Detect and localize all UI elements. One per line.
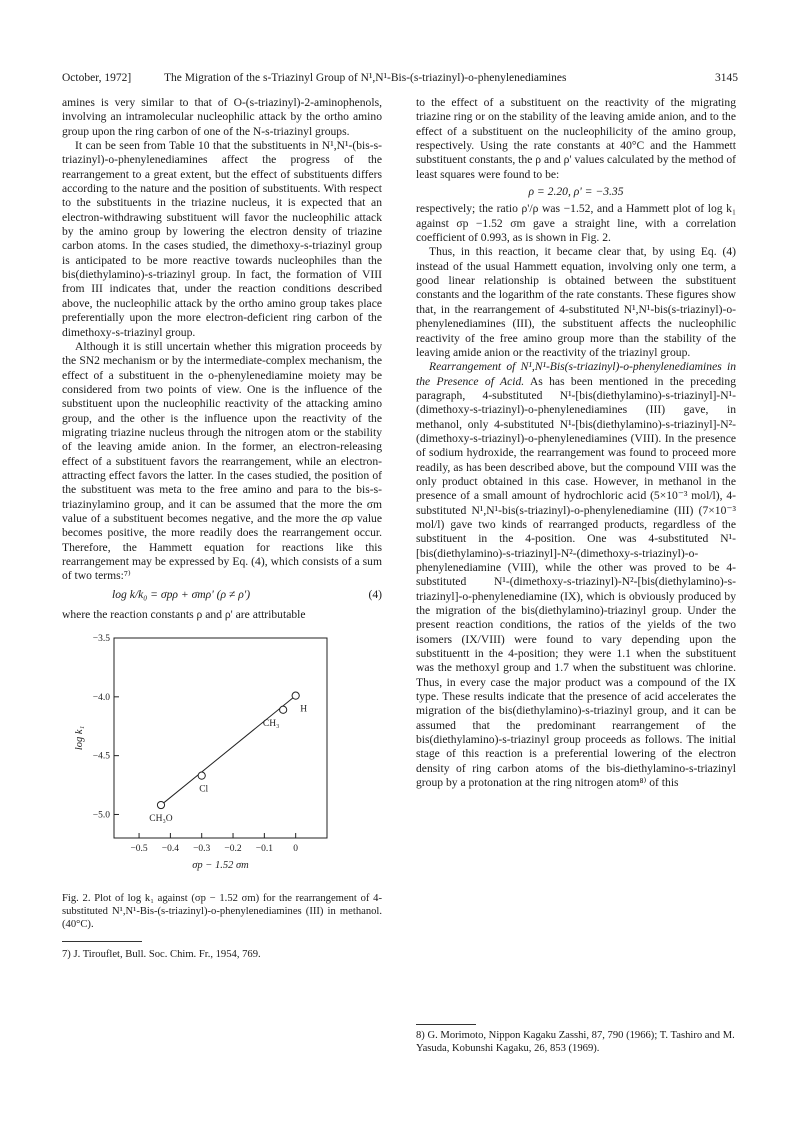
data-point — [157, 801, 164, 808]
point-label: CH₃ — [262, 718, 280, 729]
paragraph-text: As has been mentioned in the preceding paragraph, 4-substituted N¹-[bis(diethylamino)-s-triazinyl]-N¹-(dimethoxy-s-triazinyl)-o-phenylenediamines (III) gave, in methanol, only 4-substituted N¹-[bis(diethylamino)-s-triazinyl]-N²-(dimethoxy-s-triazinyl)-o-phenylenediamines (VIII). In the presence of sodium hydroxide, the rearrangement was found to proceed more readily, as has been described above, but the compound VIII was the only product obtained in this case. However, in methanol in the presence of a small amount of hydrochloric acid (5×10⁻³ mol/l), 4-substituted N¹,N¹-bis(s-triazinyl)-o-phenylenediamine (III) (7×10⁻³ mol/l) gave two kinds of rearranged products, regardless of the substituent in the 4-position. One was 4-substituted N¹-[bis(diethylamino)-s-triazinyl]-N²-(dimethoxy-s-triazinyl)-o-phenylenediamine (VIII), while the other was proved to be 4-substituted N¹-(dimethoxy-s-triazinyl)-N²-[bis(diethylamino)-s-triazinyl]-o-phenylenediamine (IX), which is obviously produced by the migration of the bis(diethylamino)-triazinyl group. Under the present reaction conditions, the ratios of the yields of the two isomers (IX/VIII) were found to vary depending upon the substituentt in the 4-position; they were 1.1 when the substituent was the methoxyl group and 1.7 when the substituent was chlorine. Thus, in every case the major product was a compound of the IX type. These results indicate that the presence of acid accelerates the migration of the bis(diethylamino)-s-triazinyl group, and it can be assumed that the predominant rearrangement of the bis(diethylamino)-s-triazinyl group proceeds as follows. The initial stage of this reaction is a preferential lowering of the electron density of ring carbon atoms of the bis-diethylamino-s-triazinyl group by a protonation at the ring nitrogen atom⁸⁾ of this — [416, 374, 736, 790]
figure-2 — [62, 628, 382, 890]
footnote-rule — [416, 1024, 476, 1025]
paragraph: It can be seen from Table 10 that the substituents in N¹,N¹-(bis-s-triazinyl)-o-phenylenediamines affect the progress of the rearrangement to a great extent, but the effect of substituents differs according to the nature and the position of substituents. With respect to the substituents in the triazine nucleus, it is expected that an electron-withdrawing substituent will favor the nucleophilic attack by the amino group by lowering the electron density of triazine carbon atoms. In the cases studied, the dimethoxy-s-triazinyl group is anticipated to be more reactive towards nucleophiles than the bis(diethylamino)-s-triazinyl group. In fact, the formation of VIII from III indicates that, under the reaction conditions described above, the nucleophilic attack by the ortho amino group takes place preferentially upon the more electron-deficient ring carbon of the dimethoxy-s-triazinyl group. — [62, 139, 382, 339]
data-point — [292, 692, 299, 699]
x-tick-label: −0.4 — [161, 844, 179, 855]
equation-number: (4) — [368, 587, 382, 601]
paragraph — [416, 360, 736, 790]
x-tick-label: −0.5 — [130, 844, 148, 855]
paragraph: amines is very similar to that of O-(s-triazinyl)-2-aminophenols, involving an intramolecular nucleophilic attack by the ortho amino group upon the ring carbon of one of the N-s-triazinyl groups. — [62, 96, 382, 138]
data-point — [280, 706, 287, 713]
data-point — [198, 772, 205, 779]
x-axis-label: σp − 1.52 σm — [192, 860, 249, 872]
rho-values: ρ = 2.20, ρ' = −3.35 — [528, 185, 624, 199]
left-column — [62, 96, 382, 961]
y-tick-label: −3.5 — [92, 634, 110, 645]
footnote-rule — [62, 941, 142, 942]
header-title: The Migration of the s-Triazinyl Group of N¹,N¹-Bis-(s-triazinyl)-o-phenylenediamines — [164, 72, 567, 84]
y-tick-label: −4.5 — [92, 751, 110, 762]
point-label: CH₃O — [149, 814, 173, 825]
x-tick-label: −0.1 — [255, 844, 273, 855]
paragraph: Thus, in this reaction, it became clear that, by using Eq. (4) instead of the usual Hammett equation, involving only one term, a good linear relationship is obtained between the substituent constants and the logarithm of the rate constants. These figures show that, in the rearrangement of 4-substituted N¹,N¹-bis(s-triazinyl)-o-phenylenediamines (III), the substituent affects the nucleophilic reactivity of the free amino group more than the stability of the leaving amide anion or the reactivity of the triazinyl group. — [416, 245, 736, 359]
y-tick-label: −4.0 — [92, 692, 110, 703]
section-heading: Rearrangement of N¹,N¹-Bis(s-triazinyl)-o-phenylenediamines in the Presence of Acid. — [416, 360, 736, 388]
y-tick-label: −5.0 — [92, 810, 110, 821]
equation-4 — [62, 588, 382, 606]
header-date: October, 1972] — [62, 72, 132, 84]
footnote-8: 8) G. Morimoto, Nippon Kagaku Zasshi, 87, 790 (1966); T. Tashiro and M. Yasuda, Kobunshi Kagaku, 26, 853 (1969). — [416, 1030, 735, 1054]
x-tick-label: −0.2 — [224, 844, 242, 855]
right-column — [416, 96, 736, 791]
fit-line — [161, 696, 296, 805]
paragraph: respectively; the ratio ρ'/ρ was −1.52, and a Hammett plot of log k₁ against σp −1.52 σm gave a straight line, with a correlation coefficient of 0.993, as is shown in Fig. 2. — [416, 202, 736, 245]
hammett-plot — [62, 628, 382, 890]
x-tick-label: 0 — [293, 844, 299, 855]
figure-caption: Fig. 2. Plot of log k₁ against (σp − 1.52 σm) for the rearrangement of 4-substituted N¹,N¹-Bis-(s-triazinyl)-o-phenylenediamines (III) in methanol. (40°C). — [62, 893, 382, 931]
x-tick-label: −0.3 — [193, 844, 211, 855]
paragraph: where the reaction constants ρ and ρ' are attributable — [62, 607, 306, 621]
plot-frame — [114, 638, 327, 838]
equation-text: log k/k₀ = σpρ + σmρ' (ρ ≠ ρ') — [112, 587, 251, 601]
paragraph: to the effect of a substituent on the reactivity of the migrating triazine ring or on the stability of the leaving amide anion, and to the effect of a substituent on the nucleophilicity of the amino group, respectively. Using the rate constants at 40°C and the Hammett substituent constants, the ρ and ρ' values calculated by the method of least squares were found to be: — [416, 96, 736, 181]
y-axis-label: log k₁ — [74, 725, 85, 751]
footnote-7: 7) J. Tirouflet, Bull. Soc. Chim. Fr., 1954, 769. — [62, 949, 261, 961]
running-header — [62, 70, 738, 86]
paragraph: Although it is still uncertain whether this migration proceeds by the SN2 mechanism or by the intermediate-complex mechanism, the effect of a substituent in the o-phenylenediamine moiety may be considered from two points of view. One is the influence of the substituent upon the nucleophilic reactivity of the attacking amino group, and the other is the influence upon the reactivity of the migrating triazine nucleus through the nitrogen atom or the stability of the leaving amide anion. In the former, an electron-releasing effect of a substituent favors the rearrangement, while an electron-attracting effect favors the latter. In the cases studied, the position of the substituent was meta to the free amino and para to the bis-s-triazinylamino group, and it can be assumed that the more the σm value of a substituent becomes negative, and the more the σp value becomes positive, the more readily does the rearrangement occur. Therefore, the Hammett equation for reactions like this rearrangement may be expressed by Eq. (4), which consists of a sum of two terms:⁷⁾ — [62, 339, 382, 583]
page-number: 3145 — [715, 72, 738, 84]
point-label: Cl — [199, 784, 209, 795]
point-label: H — [300, 704, 308, 715]
